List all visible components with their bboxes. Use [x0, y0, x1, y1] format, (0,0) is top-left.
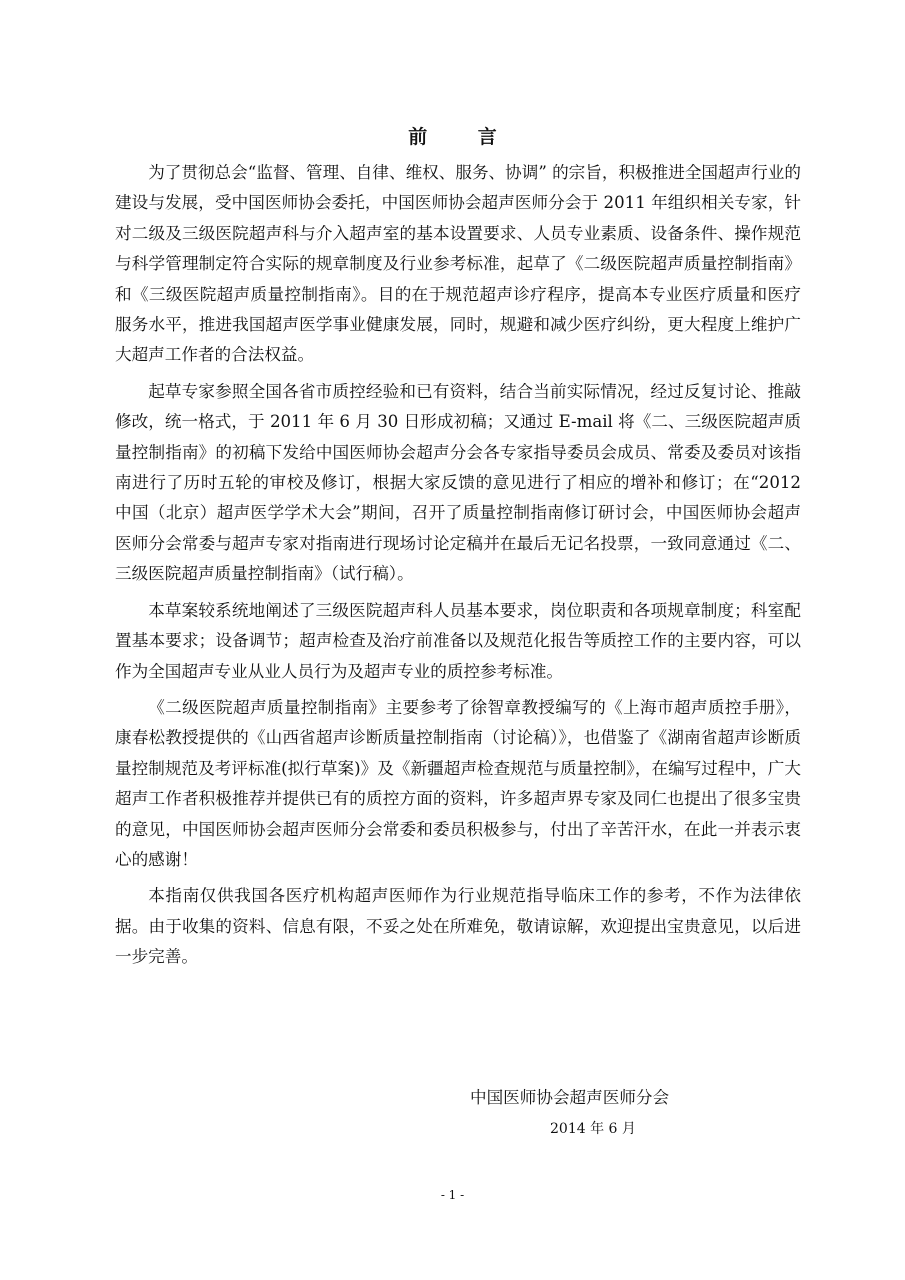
signature: 中国医师协会超声医师分会: [470, 1088, 670, 1107]
paragraph-disclaimer: 本指南仅供我国各医疗机构超声医师作为行业规范指导临床工作的参考，不作为法律依据。由于收集的资料、信息有限，不妥之处在所难免，敬请谅解，欢迎提出宝贵意见，以后进一步完善。: [115, 886, 801, 967]
preface-body: [115, 158, 801, 979]
signature-date: 2014 年 6 月: [550, 1121, 636, 1137]
paragraph-scope: 本草案较系统地阐述了三级医院超声科人员基本要求，岗位职责和各项规章制度；科室配置基本要求；设备调节；超声检查及治疗前准备以及规范化报告等质控工作的主要内容，可以作为全国超声专业从业人员行为及超声专业的质控参考标准。: [115, 600, 801, 681]
page-title: 前 言: [408, 126, 519, 148]
page-number: - 1 -: [440, 1188, 465, 1202]
paragraph-purpose: 为了贯彻总会“监督、管理、自律、维权、服务、协调” 的宗旨，积极推进全国超声行业的建设与发展，受中国医师协会委托，中国医师协会超声医师分会于 2011 年组织相关专家，针对二级及三级医院超声科与介入超声室的基本设置要求、人员专业素质、设备条件、操作规范与科学管理制定符合实际的规章制度及行业参考标准，起草了《二级医院超声质量控制指南》和《三级医院超声质量控制指南》。目的在于规范超声诊疗程序，提高本专业医疗质量和医疗服务水平，推进我国超声医学事业健康发展，同时，规避和减少医疗纠纷，更大程度上维护广大超声工作者的合法权益。: [115, 163, 801, 365]
paragraph-drafting-process: 起草专家参照全国各省市质控经验和已有资料，结合当前实际情况，经过反复讨论、推敲修改，统一格式，于 2011 年 6 月 30 日形成初稿；又通过 E-mail 将《二、三级医院超声质量控制指南》的初稿下发给中国医师协会超声分会各专家指导委员会成员、常委及委员对该指南进行了历时五轮的审校及修订，根据大家反馈的意见进行了相应的增补和修订；在“2012 中国（北京）超声医学学术大会”期间，召开了质量控制指南修订研讨会，中国医师协会超声医师分会常委与超声专家对指南进行现场讨论定稿并在最后无记名投票，一致同意通过《二、三级医院超声质量控制指南》（试行稿）。: [115, 381, 801, 584]
paragraph-references: 《二级医院超声质量控制指南》主要参考了徐智章教授编写的《上海市超声质控手册》，康春松教授提供的《山西省超声诊断质量控制指南（讨论稿）》，也借鉴了《湖南省超声诊断质量控制规范及考评标准(拟行草案)》及《新疆超声检查规范与质量控制》，在编写过程中，广大超声工作者积极推荐并提供已有的质控方面的资料，许多超声界专家及同仁也提出了很多宝贵的意见，中国医师协会超声医师分会常委和委员积极参与，付出了辛苦汗水，在此一并表示衷心的感谢！: [115, 697, 801, 869]
